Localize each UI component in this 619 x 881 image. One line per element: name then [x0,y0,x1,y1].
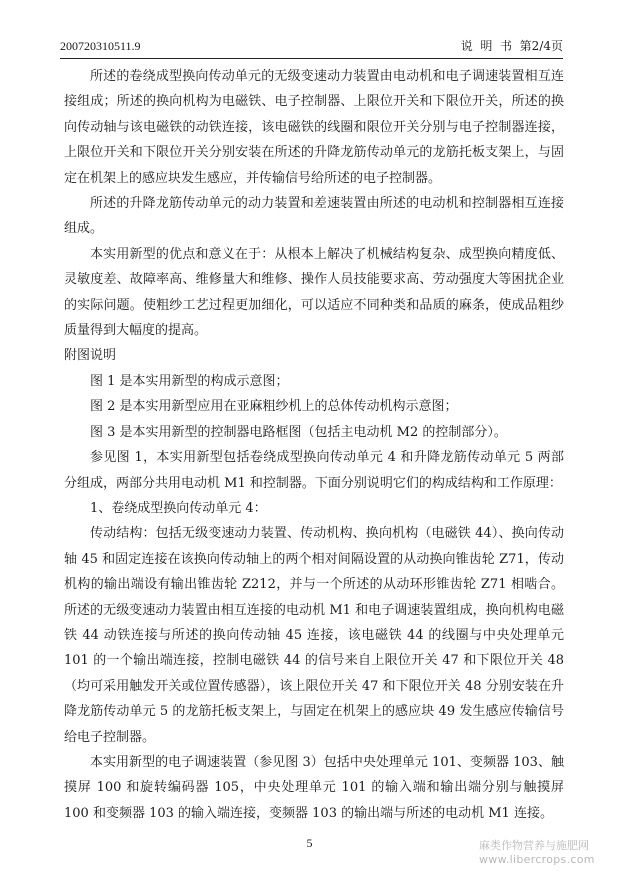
document-body [64,64,564,826]
paragraph-transmission-structure: 传动结构：包括无级变速动力装置、传动机构、换向机构（电磁铁 44）、换向传动轴 45 和固定连接在该换向传动轴上的两个相对间隔设置的从动换向锥齿轮 Z71，传动机构的输出端设有输出锥齿轮 Z212，并与一个所述的从动环形锥齿轮 Z71 相啮合。所述的无级变速动力装置由相互连接的电动机 M1 和电子调速装置组成，换向机构电磁铁 44 动铁连接与所述的换向传动轴 45 连接，该电磁铁 44 的线圈与中央处理单元 101 的一个输出端连接，控制电磁铁 44 的信号来自上限位开关 47 和下限位开关 48（均可采用触发开关或位置传感器），该上限位开关 47 和下限位开关 48 分别安装在升降龙筋传动单元 5 的龙筋托板支架上，与固定在机架上的感应块 49 发生感应传输信号给电子控制器。 [64,526,564,745]
section-heading-figures: 附图说明 [64,348,117,364]
page-header [60,38,563,54]
paragraph-lifting-unit: 所述的升降龙筋传动单元的动力装置和差速装置由所述的电动机和控制器相互连接组成。 [64,196,564,237]
site-watermark [479,839,609,867]
watermark-url: www.libercrops.com [479,853,595,866]
paragraph-speed-control: 本实用新型的电子调速装置（参见图 3）包括中央处理单元 101、变频器 103、触摸屏 100 和旋转编码器 105，中央处理单元 101 的输入端和输出端分别与触摸屏 100 和变频器 103 的输入端连接，变频器 103 的输出端与所述的电动机 M1 连接。 [64,754,564,821]
page-number: 5 [306,836,313,850]
header-section-page: 说 明 书 第2/4页 [460,39,563,53]
figure-caption-2: 图 2 是本实用新型应用在亚麻粗纱机上的总体传动机构示意图； [90,399,458,415]
figure-caption-1: 图 1 是本实用新型的构成示意图； [90,373,289,389]
figure-caption-3: 图 3 是本实用新型的控制器电路框图（包括主电动机 M2 的控制部分）。 [90,424,507,440]
paragraph-overview: 参见图 1，本实用新型包括卷绕成型换向传动单元 4 和升降龙筋传动单元 5 两部分组成，两部分共用电动机 M1 和控制器。下面分别说明它们的构成结构和工作原理： [64,450,564,491]
paragraph-reversing-mechanism: 所述的卷绕成型换向传动单元的无级变速动力装置由电动机和电子调速装置相互连接组成；所述的换向机构为电磁铁、电子控制器、上限位开关和下限位开关，所述的换向传动轴与该电磁铁的动铁连接，该电磁铁的线圈和限位开关分别与电子控制器连接，上限位开关和下限位开关分别安装在所述的升降龙筋传动单元的龙筋托板支架上，与固定在机架上的感应块发生感应，并传输信号给所述的电子控制器。 [64,69,564,186]
paragraph-advantages: 本实用新型的优点和意义在于：从根本上解决了机械结构复杂、成型换向精度低、灵敏度差、故障率高、维修量大和维修、操作人员技能要求高、劳动强度大等困扰企业的实际问题。使粗纱工艺过程更加细化，可以适应不同种类和品质的麻条，使成品粗纱质量得到大幅度的提高。 [64,246,564,339]
patent-number: 200720310511.9 [60,39,141,53]
header-divider [60,58,563,59]
subsection-heading-unit-4: 1、卷绕成型换向传动单元 4： [90,500,267,516]
watermark-site-name: 麻类作物营养与施肥网 [479,839,589,852]
